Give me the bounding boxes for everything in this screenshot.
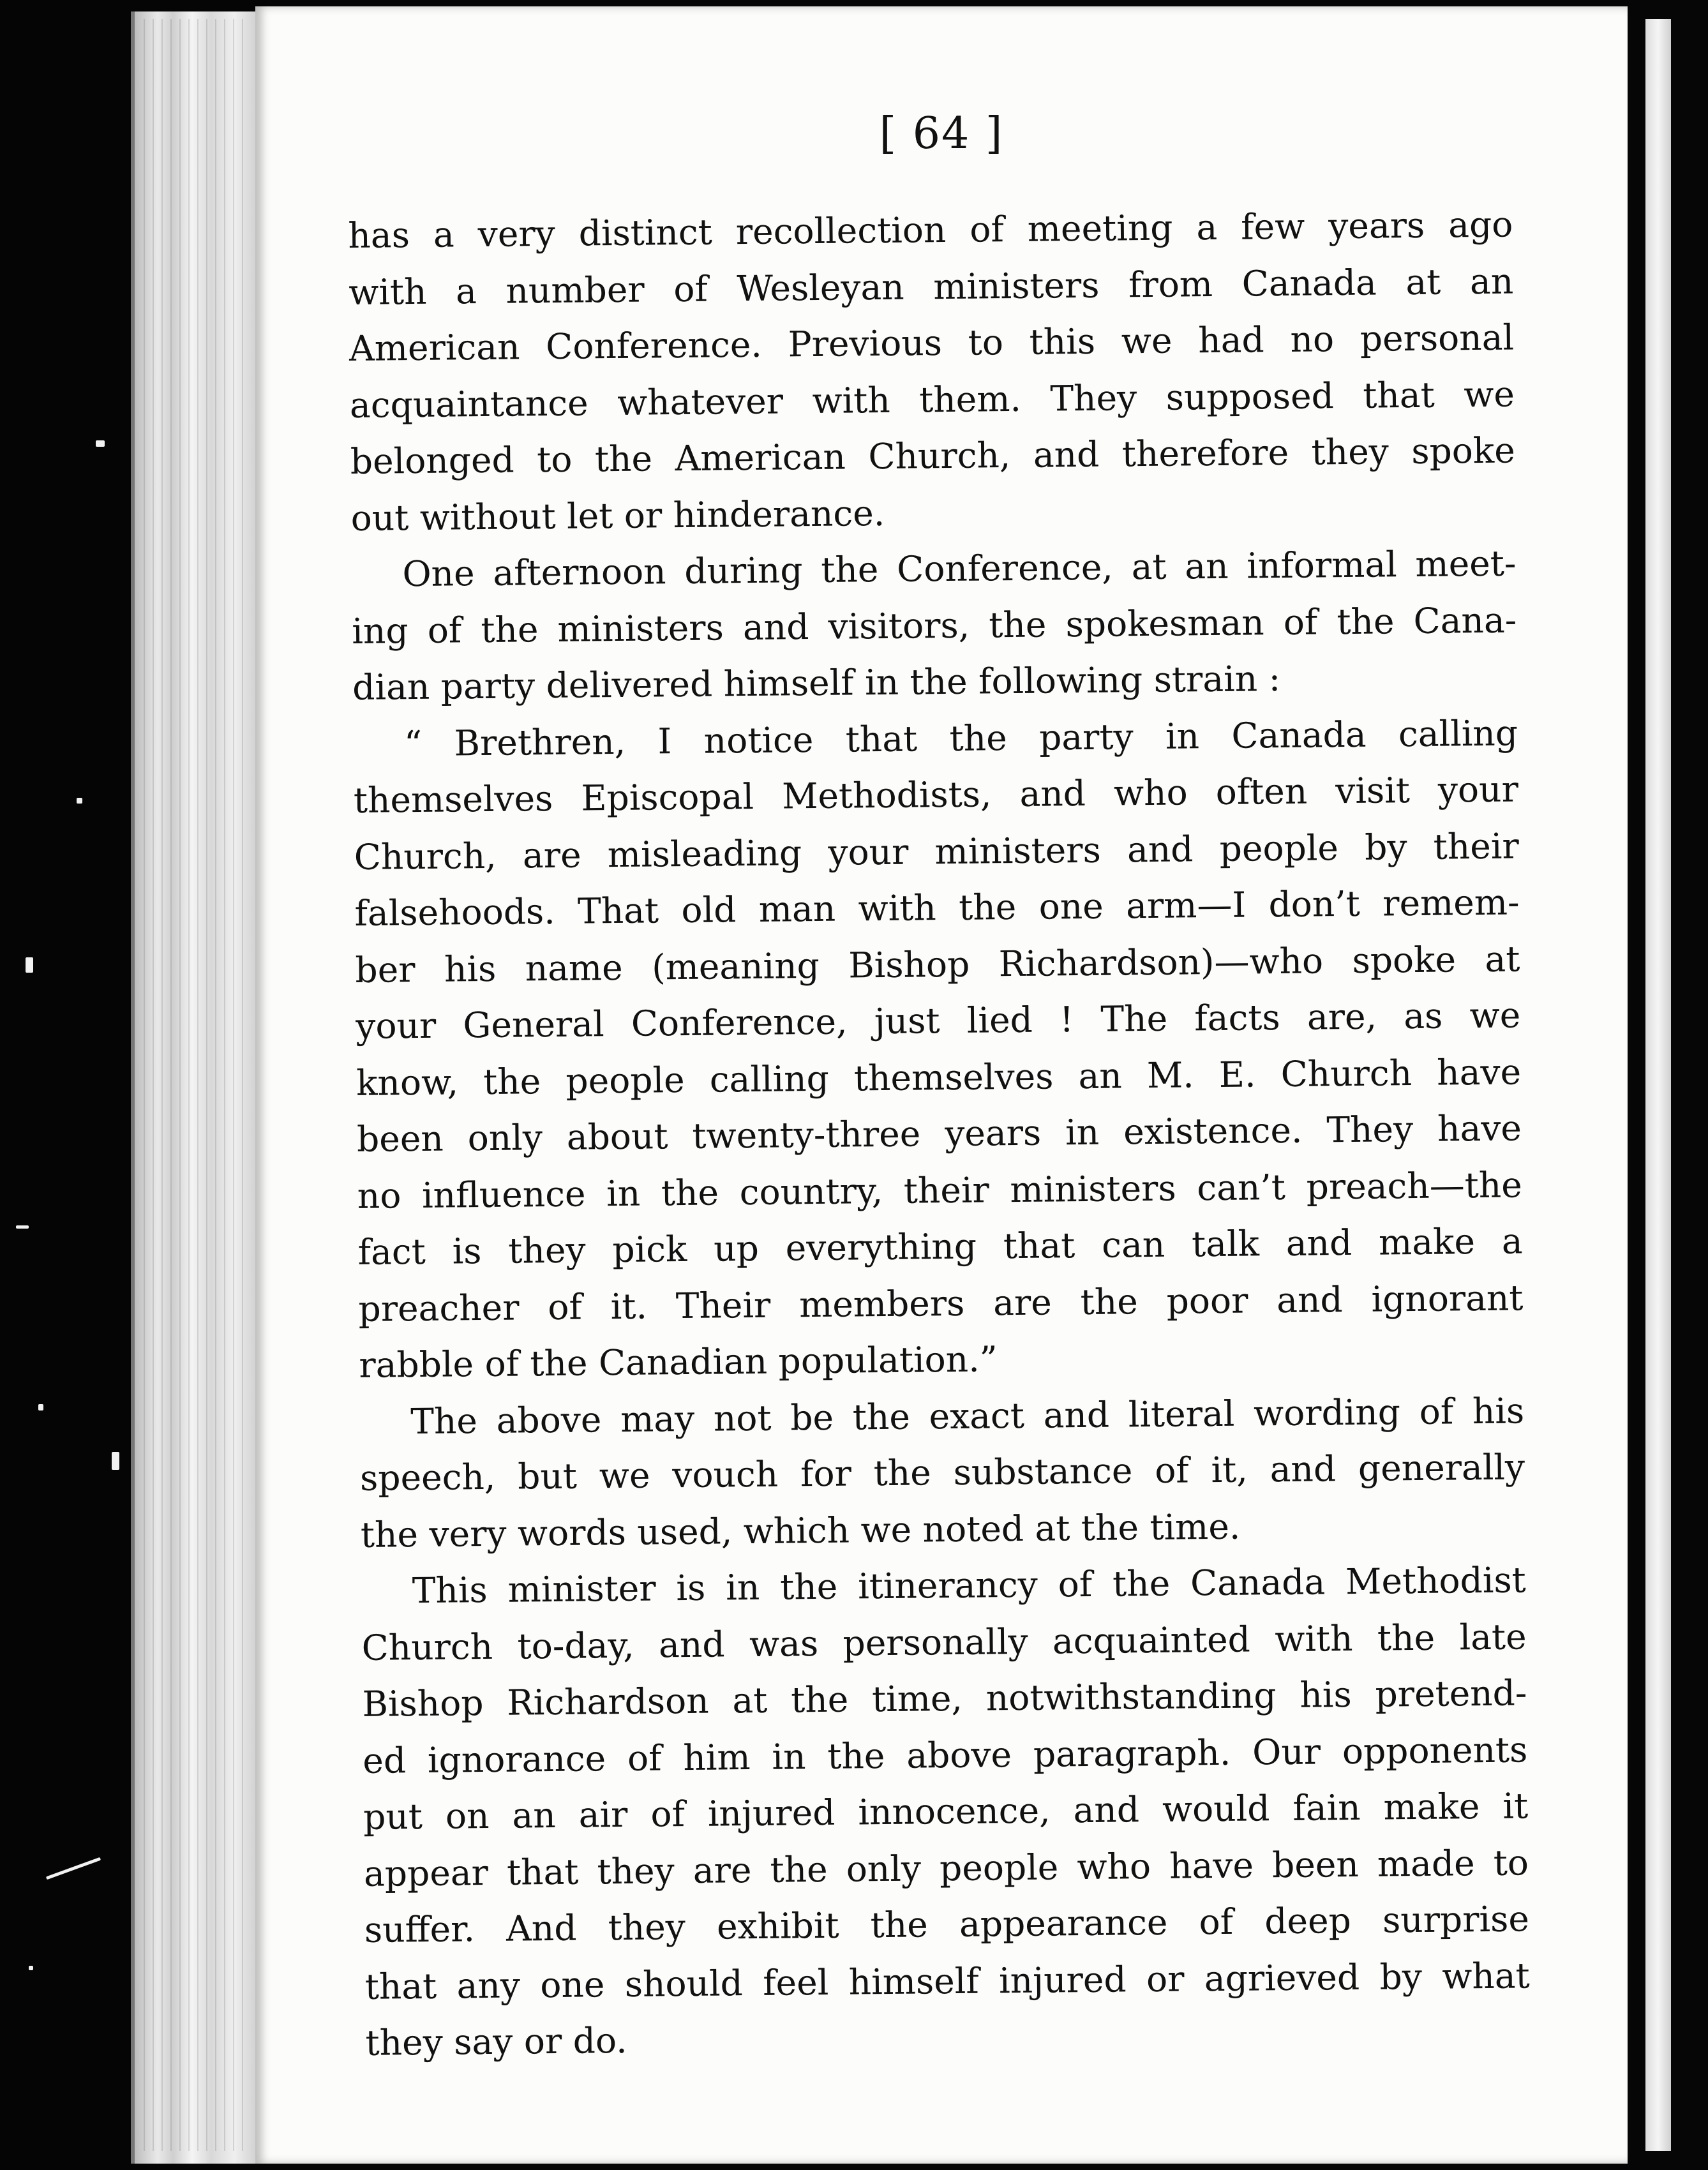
text-line: suffer. And they exhibit the appearance of deep surprise	[364, 1898, 1530, 1950]
paragraph	[348, 196, 1516, 546]
text-line: put on an air of injured innocence, and would fain make it	[363, 1785, 1529, 1837]
text-line: fact is they pick up everything that can talk and make a	[357, 1220, 1523, 1273]
text-line: “ Brethren, I notice that the party in Canada calling	[403, 712, 1518, 764]
scan-speck	[29, 1966, 33, 1970]
page-sheet	[255, 6, 1628, 2164]
scan-speck	[16, 1225, 29, 1229]
paragraph	[359, 1382, 1525, 1563]
text-line: rabble of the Canadian population.”	[359, 1338, 998, 1386]
scan-speck	[96, 440, 105, 447]
paragraph	[353, 705, 1524, 1393]
text-line: ed ignorance of him in the above paragraph. Our opponents	[363, 1728, 1528, 1781]
paragraph	[351, 535, 1517, 715]
next-page-edge	[1645, 19, 1671, 2151]
text-line: ber his name (meaning Bishop Richardson)—who spoke at	[355, 938, 1520, 991]
text-line: themselves Episcopal Methodists, and who often visit your	[353, 768, 1519, 821]
text-line: American Conference. Previous to this we had no personal	[348, 317, 1515, 369]
text-line: no influence in the country, their ministers can’t preach—the	[357, 1164, 1523, 1216]
scan-speck	[46, 1857, 101, 1880]
text-line: One afternoon during the Conference, at an informal meet-	[402, 542, 1517, 595]
text-line: appear that they are the only people who have been made to	[363, 1841, 1529, 1894]
text-line: Bishop Richardson at the time, notwithstanding his pretend-	[362, 1672, 1527, 1725]
text-line: your General Conference, just lied ! The facts are, as we	[356, 994, 1521, 1047]
text-line: know, the people calling themselves an M. E. Church have	[356, 1051, 1522, 1104]
text-line: speech, but we vouch for the substance of it, and generally	[359, 1446, 1525, 1499]
scan-speck	[112, 1452, 119, 1470]
text-line: Church to-day, and was personally acquainted with the late	[361, 1615, 1527, 1668]
text-line: dian party delivered himself in the following strain :	[352, 658, 1281, 708]
scan-speck	[26, 957, 33, 973]
text-line: acquaintance whatever with them. They supposed that we	[349, 373, 1515, 426]
text-line: This minister is in the itinerancy of the Canada Methodist	[412, 1559, 1527, 1612]
text-line: ing of the ministers and visitors, the spokesman of the Cana-	[352, 599, 1517, 652]
body-text	[348, 196, 1531, 2071]
text-line: preacher of it. Their members are the poor and ignorant	[358, 1276, 1524, 1329]
text-line: that any one should feel himself injured or agrieved by what	[364, 1954, 1530, 2007]
scan-speck	[77, 798, 82, 804]
text-line: Church, are misleading your ministers and people by their	[354, 825, 1519, 878]
text-line: been only about twenty-three years in existence. They have	[356, 1107, 1522, 1160]
text-line: falsehoods. That old man with the one arm—I don’t remem-	[354, 881, 1520, 934]
text-line: with a number of Wesleyan ministers from Canada at an	[348, 260, 1514, 313]
text-line: out without let or hinderance.	[350, 492, 885, 539]
paragraph	[361, 1552, 1531, 2071]
text-line: they say or do.	[365, 2019, 627, 2063]
text-line: has a very distinct recollection of meeting a few years ago	[348, 204, 1513, 256]
book-edge-lines	[144, 19, 246, 2151]
scan-speck	[38, 1404, 43, 1410]
page-number: [ 64 ]	[879, 108, 1004, 159]
text-line: The above may not be the exact and literal wording of his	[410, 1389, 1525, 1442]
text-line: belonged to the American Church, and therefore they spoke	[350, 430, 1516, 482]
text-line: the very words used, which we noted at the time.	[360, 1506, 1241, 1555]
